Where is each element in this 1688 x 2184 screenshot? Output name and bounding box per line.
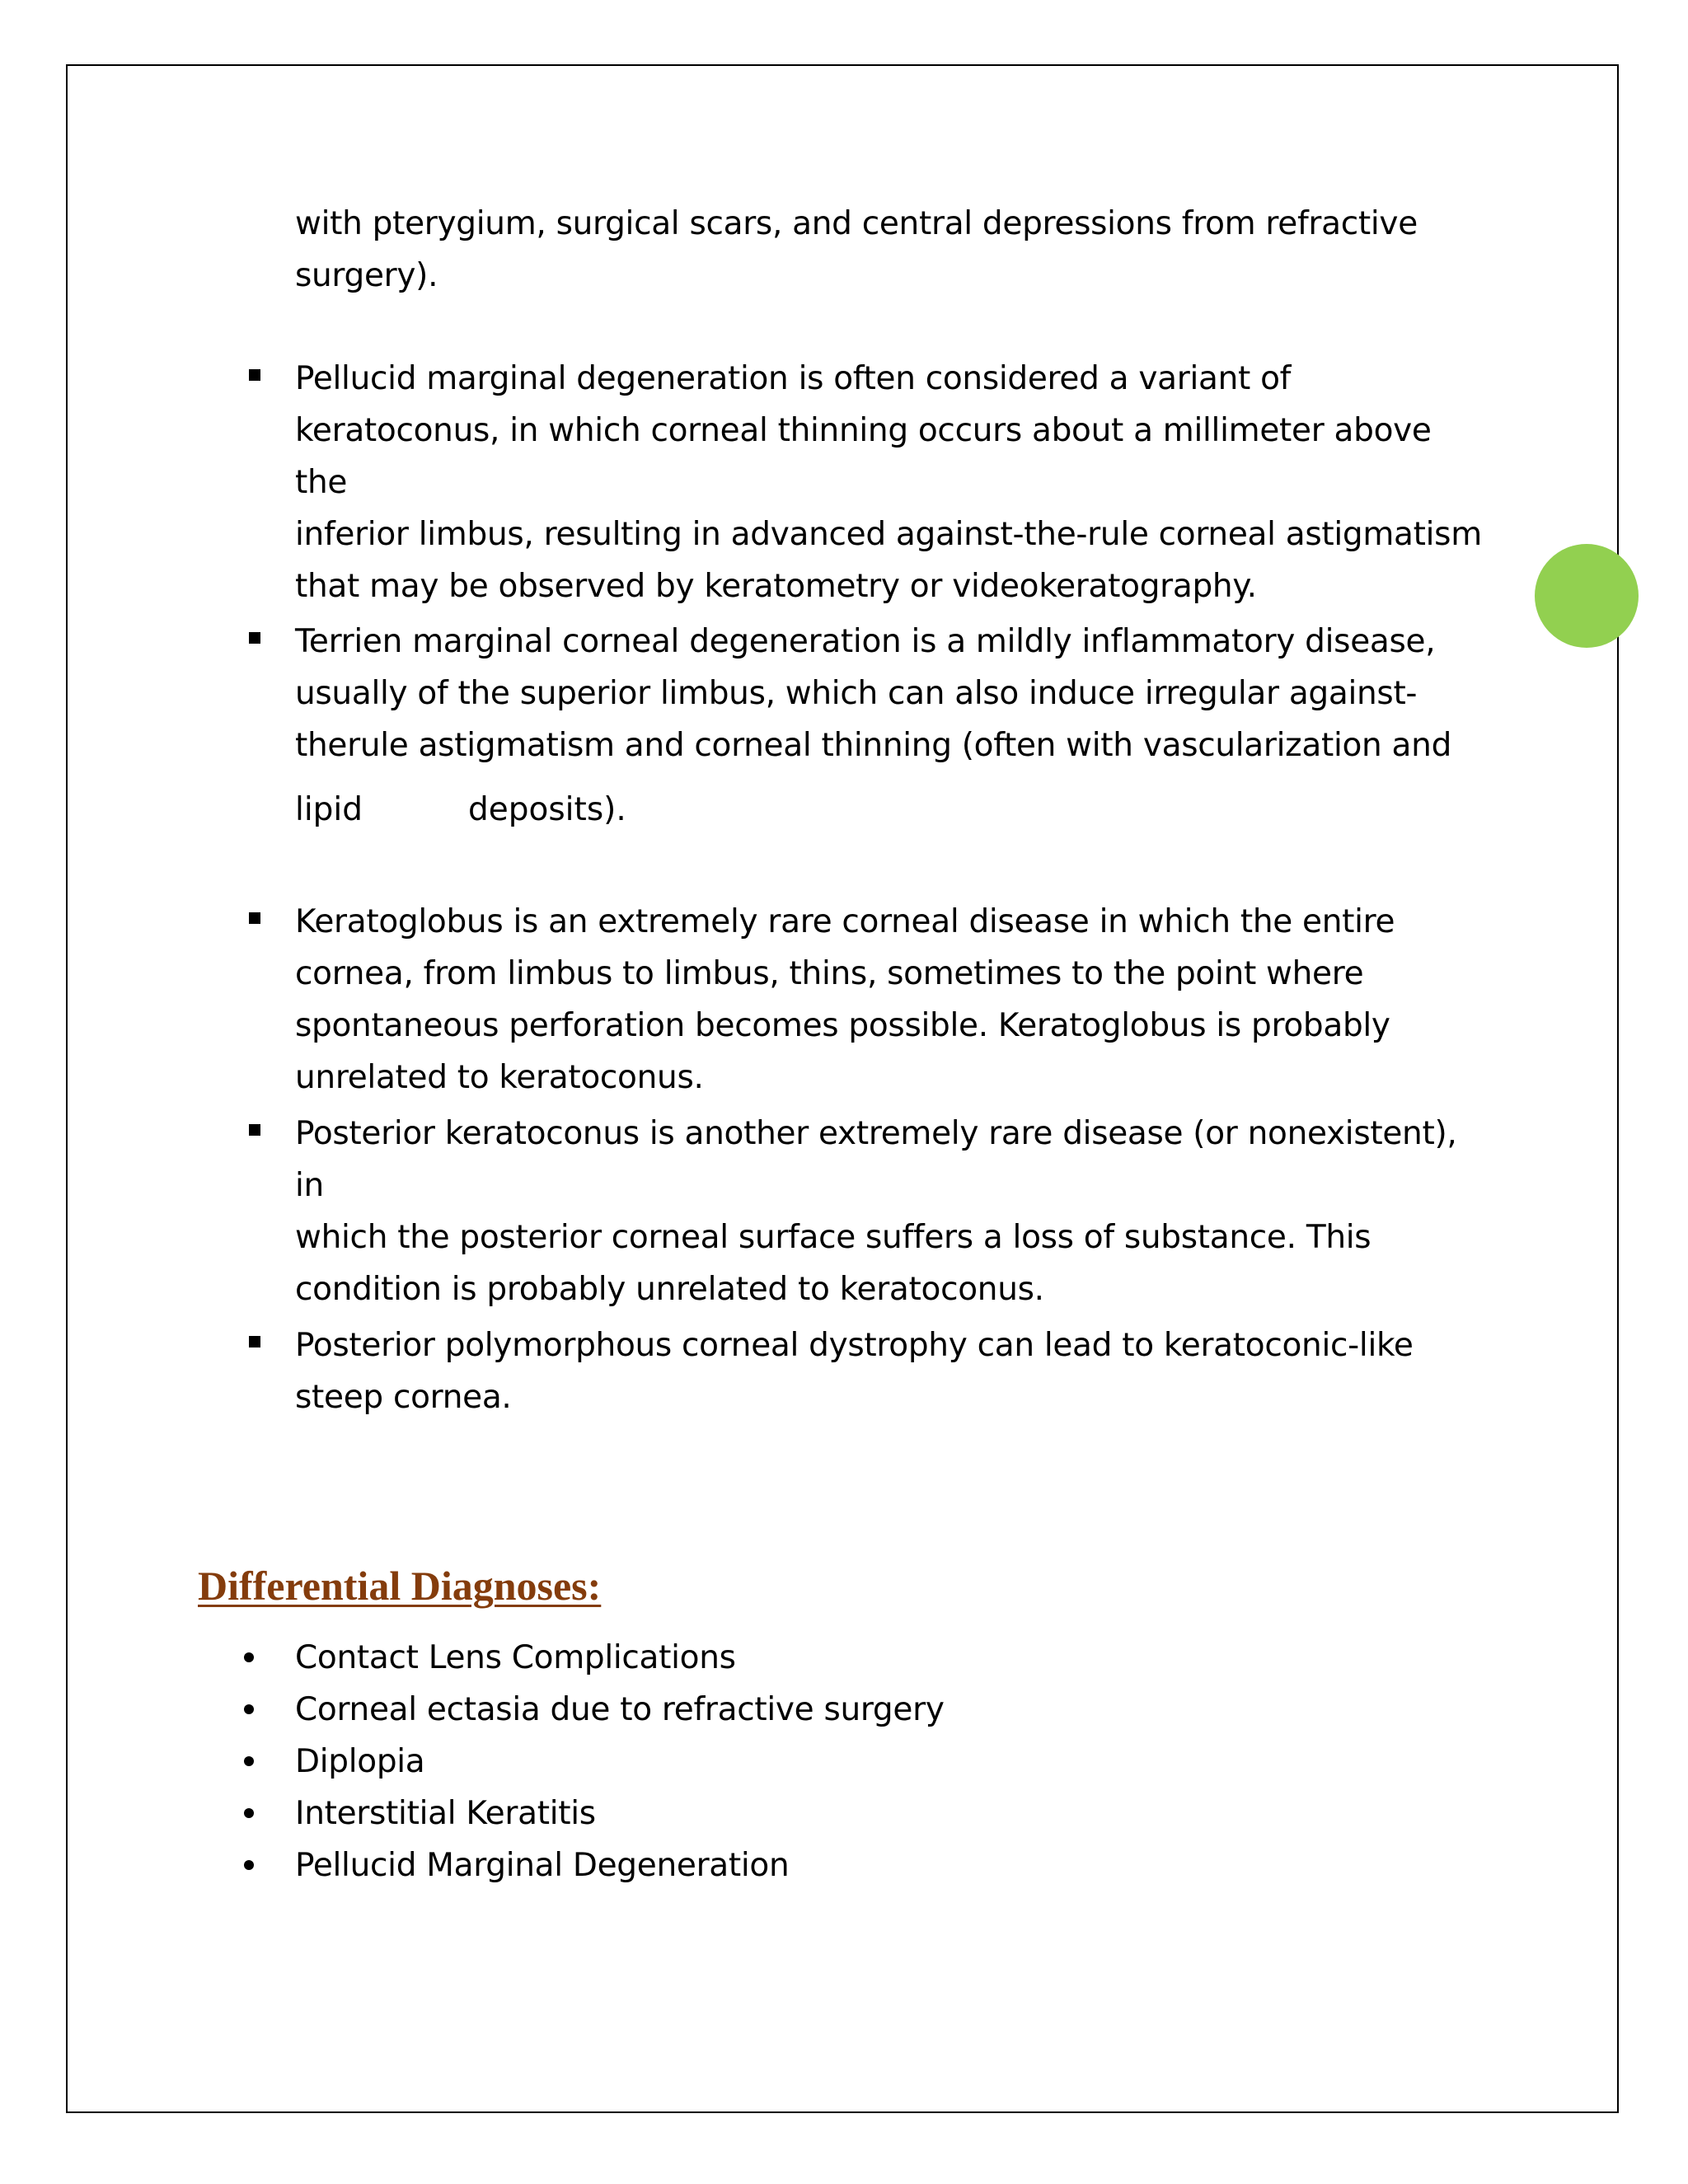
round-bullet-icon xyxy=(244,1652,254,1662)
differential-item: Diplopia xyxy=(295,1743,425,1780)
bullet-terrien-tail-lipid: lipid xyxy=(295,791,363,828)
square-bullet-icon xyxy=(249,369,260,381)
round-bullet-icon xyxy=(244,1704,254,1714)
bullet-terrien: Terrien marginal corneal degeneration is a mildly inflammatory disease, usually of the superior limbus, which can also induce irregular against- therule astigmatism and corneal thinning (often with vascularization and xyxy=(295,623,1452,764)
bullet-posterior-keratoconus: Posterior keratoconus is another extremely rare disease (or nonexistent), in which the posterior corneal surface suffers a loss of substance. This condition is probably unrelated to keratoconus. xyxy=(295,1115,1457,1308)
square-bullet-icon xyxy=(249,1124,260,1136)
round-bullet-icon xyxy=(244,1756,254,1766)
differential-item: Pellucid Marginal Degeneration xyxy=(295,1847,790,1884)
round-bullet-icon xyxy=(244,1860,254,1870)
bullet-terrien-tail-deposits: deposits). xyxy=(468,791,626,828)
square-bullet-icon xyxy=(249,632,260,644)
differential-item: Contact Lens Complications xyxy=(295,1639,736,1676)
round-bullet-icon xyxy=(244,1808,254,1818)
square-bullet-icon xyxy=(249,912,260,924)
differential-item: Corneal ectasia due to refractive surgery xyxy=(295,1691,945,1728)
bullet-posterior-polymorphous: Posterior polymorphous corneal dystrophy can lead to keratoconic-like steep cornea. xyxy=(295,1327,1414,1416)
bullet-pellucid: Pellucid marginal degeneration is often considered a variant of keratoconus, in which corneal thinning occurs about a millimeter above the inferior limbus, resulting in advanced against-the-rule corneal astigmatism that may be observed by keratometry or videokeratography. xyxy=(295,360,1482,605)
differential-item: Interstitial Keratitis xyxy=(295,1795,596,1832)
square-bullet-icon xyxy=(249,1336,260,1347)
bullet-keratoglobus: Keratoglobus is an extremely rare corneal disease in which the entire cornea, from limbus to limbus, thins, sometimes to the point where spontaneous perforation becomes possible. Keratoglobus is probably unrelated to keratoconus. xyxy=(295,903,1395,1096)
differential-diagnoses-heading: Differential Diagnoses: xyxy=(198,1563,602,1609)
green-circle-decoration xyxy=(1535,544,1639,648)
continuation-paragraph: with pterygium, surgical scars, and central depressions from refractive surgery). xyxy=(295,205,1418,294)
